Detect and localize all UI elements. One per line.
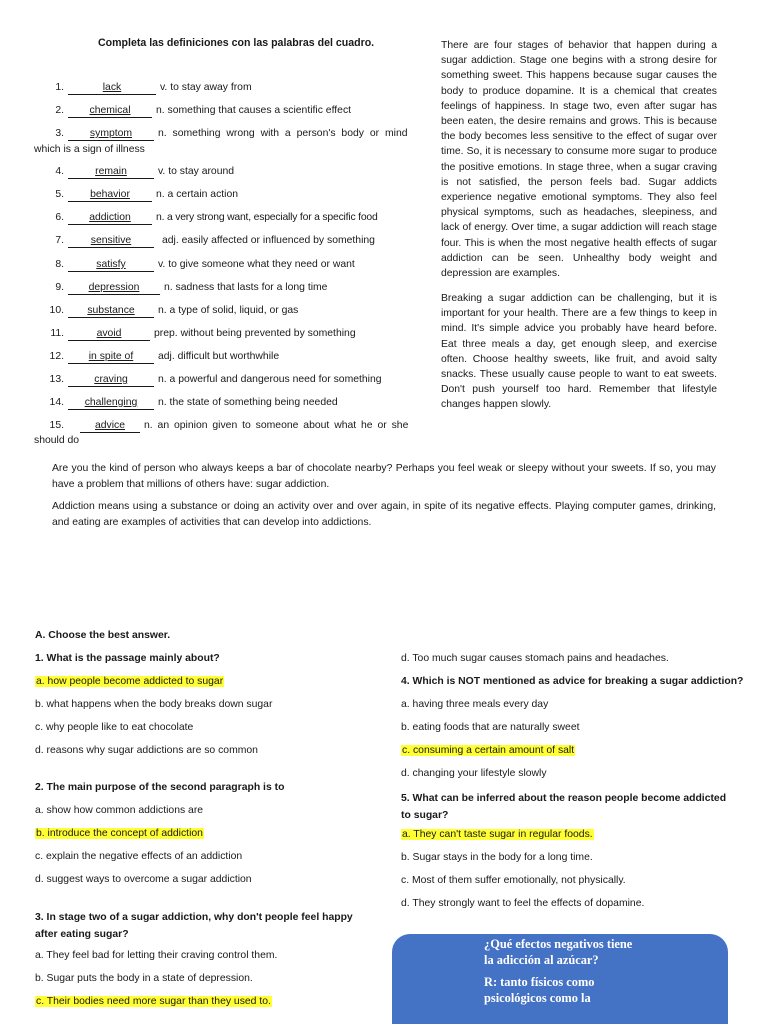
answer-blank	[68, 189, 152, 202]
intro-paragraph-addiction: Addiction means using a substance or doing an activity over and over again, in spite of its negative effects. Playing computer games, drinking, and eating are examples of activities that can develop into addictions.	[52, 501, 716, 528]
question-5-option-a[interactable]	[401, 828, 594, 842]
answer-word: lack	[102, 82, 122, 93]
vocab-number: 8.	[55, 259, 64, 270]
answer-word: depression	[88, 282, 140, 293]
question-5-option-d[interactable]: d. They strongly want to feel the effects of dopamine.	[401, 898, 645, 909]
vocab-item	[34, 80, 429, 96]
question-2-option-a[interactable]: a. show how common addictions are	[35, 805, 204, 816]
question-2-option-c[interactable]: c. explain the negative effects of an addiction	[35, 851, 243, 862]
vocab-definition: n. sadness that lasts for a long time	[164, 282, 328, 293]
vocab-definition: prep. without being prevented by something	[154, 328, 356, 339]
answer-blank	[68, 282, 160, 295]
answer-word: chemical	[89, 105, 131, 116]
vocab-item	[34, 372, 429, 388]
answer-callout-text	[484, 936, 644, 1012]
answer-word: advice	[94, 420, 126, 431]
vocab-definition: adj. difficult but worthwhile	[158, 351, 280, 362]
question-5-option-b[interactable]: b. Sugar stays in the body for a long time.	[401, 852, 593, 863]
answer-callout-box	[392, 934, 728, 1024]
question-1-option-b[interactable]: b. what happens when the body breaks down sugar	[35, 699, 273, 710]
vocab-continuation: which is a sign of illness	[34, 144, 145, 155]
answer-word: in spite of	[88, 351, 134, 362]
vocab-item	[34, 126, 429, 142]
question-4-option-b[interactable]: b. eating foods that are naturally sweet	[401, 722, 580, 733]
vocab-definition: n. a very strong want, especially for a specific food	[156, 212, 378, 223]
question-5: 5. What can be inferred about the reason people become addicted to sugar?	[401, 793, 727, 821]
vocab-definition: n. a powerful and dangerous need for something	[158, 374, 382, 385]
vocab-definition: n. something that causes a scientific effect	[156, 105, 352, 116]
vocab-number: 6.	[55, 212, 64, 223]
vocab-number: 2.	[55, 105, 64, 116]
highlighted-answer: a. how people become addicted to sugar	[36, 676, 224, 687]
question-2-option-b[interactable]	[35, 827, 204, 841]
answer-word: behavior	[90, 189, 130, 200]
vocab-definition: v. to stay around	[158, 166, 235, 177]
highlighted-answer: b. introduce the concept of addiction	[36, 828, 203, 839]
answer-word: challenging	[84, 397, 138, 408]
answer-blank	[68, 305, 154, 318]
answer-word: sensitive	[90, 235, 132, 246]
answer-blank	[68, 128, 154, 141]
callout-answer: R: tanto físicos como psicológicos como la	[484, 975, 595, 1005]
vocab-definition: n. a certain action	[156, 189, 239, 200]
vocab-definition: v. to give someone what they need or want	[158, 259, 355, 270]
callout-question: ¿Qué efectos negativos tiene la adicción al azúcar?	[484, 937, 633, 967]
vocab-definition: adj. easily affected or influenced by something	[162, 235, 375, 246]
question-5-option-c[interactable]: c. Most of them suffer emotionally, not physically.	[401, 875, 626, 886]
vocab-number: 7.	[55, 235, 64, 246]
question-3: 3. In stage two of a sugar addiction, why don't people feel happy after eating sugar?	[35, 912, 353, 940]
intro-paragraph-chocolate: Are you the kind of person who always keeps a bar of chocolate nearby? Perhaps you feel weak or sleepy without your sweets. If so, you may have a problem that millions of others have: sugar addiction.	[52, 463, 716, 490]
answer-word: satisfy	[96, 259, 126, 270]
answer-word: craving	[94, 374, 128, 385]
vocabulary-title: Completa las definiciones con las palabras del cuadro.	[98, 37, 375, 49]
answer-blank	[68, 259, 154, 272]
answer-blank	[68, 328, 150, 341]
vocab-number: 3.	[55, 128, 64, 139]
vocab-definition: v. to stay away from	[160, 82, 252, 93]
question-2: 2. The main purpose of the second paragraph is to	[35, 782, 285, 793]
question-4-option-d[interactable]: d. changing your lifestyle slowly	[401, 768, 547, 779]
question-3-option-b[interactable]: b. Sugar puts the body in a state of depression.	[35, 973, 253, 984]
answer-word: substance	[87, 305, 135, 316]
question-1-option-a[interactable]	[35, 675, 224, 689]
vocab-number: 15.	[49, 420, 64, 431]
vocab-item	[34, 164, 429, 180]
answer-word: symptom	[89, 128, 133, 139]
question-1: 1. What is the passage mainly about?	[35, 653, 220, 664]
answer-word: avoid	[96, 328, 122, 339]
question-4: 4. Which is NOT mentioned as advice for breaking a sugar addiction?	[401, 676, 744, 687]
vocab-number: 5.	[55, 189, 64, 200]
vocab-item	[34, 395, 429, 411]
answer-blank	[68, 212, 152, 225]
vocab-definition: n. the state of something being needed	[158, 397, 338, 408]
vocab-item	[34, 210, 429, 226]
vocab-item	[34, 233, 429, 249]
vocab-definition: n. a type of solid, liquid, or gas	[158, 305, 299, 316]
question-4-option-c[interactable]	[401, 744, 575, 758]
question-4-option-a[interactable]: a. having three meals every day	[401, 699, 549, 710]
vocab-item	[34, 326, 429, 342]
reading-paragraph-breaking: Breaking a sugar addiction can be challenging, but it is important for your health. There are a few things to keep in mind. It's simple advice you probably have heard before. Eat three meals a day, get enough sleep, and exercise often. Choose healthy sweets, like fruit, and avoid salty snacks. These usually cause people to want to eat sweets. Don't push yourself too hard. Remember that lifestyle changes happen slowly.	[441, 293, 717, 411]
answer-blank	[80, 420, 140, 433]
vocab-item	[34, 280, 429, 296]
answer-blank	[68, 351, 154, 364]
question-3-option-d[interactable]: d. Too much sugar causes stomach pains and headaches.	[401, 653, 669, 664]
vocab-item	[34, 303, 429, 319]
vocab-number: 10.	[49, 305, 64, 316]
vocab-number: 11.	[50, 328, 64, 339]
vocab-item	[34, 349, 429, 365]
answer-blank	[68, 82, 156, 95]
highlighted-answer: c. consuming a certain amount of salt	[402, 745, 575, 756]
question-1-option-c[interactable]: c. why people like to eat chocolate	[35, 722, 194, 733]
vocab-item	[34, 187, 429, 203]
answer-blank	[68, 166, 154, 179]
question-2-option-d[interactable]: d. suggest ways to overcome a sugar addiction	[35, 874, 252, 885]
quiz-section-title: A. Choose the best answer.	[35, 630, 171, 641]
answer-blank	[68, 374, 154, 387]
vocab-continuation: should do	[34, 435, 80, 446]
answer-blank	[68, 105, 152, 118]
question-3-option-a[interactable]: a. They feel bad for letting their craving control them.	[35, 950, 278, 961]
answer-word: addiction	[89, 212, 131, 223]
vocab-number: 9.	[55, 282, 64, 293]
vocab-definition: n. something wrong with a person's body or mind	[158, 128, 408, 139]
vocab-number: 1.	[55, 82, 64, 93]
vocab-number: 14.	[49, 397, 64, 408]
vocab-item	[34, 103, 429, 119]
answer-word: remain	[95, 166, 127, 177]
reading-paragraph-stages: There are four stages of behavior that happen during a sugar addiction. Stage one begins with a strong desire for something sweet. This happens because sugar causes the body to produce dopamine. It is a chemical that creates feelings of happiness. In stage two, even after sugar has been eaten, the desire remains and grows. This is because the body becomes less sensitive to the effect of sugar over time. So, it is necessary to consume more sugar to produce the positive emotions. In stage three, when a sugar craving is not satisfied, the person feels bad. Sugar addicts experience negative emotional symptoms. They also feel physical symptoms, such as headaches, sleepiness, and lack of energy. Over time, a sugar addiction will reach stage four. This is when the most negative health effects of sugar addiction can be seen. Unhealthy body weight and depression are examples.	[441, 40, 717, 280]
question-3-option-c[interactable]	[35, 995, 272, 1009]
vocab-number: 4.	[55, 166, 64, 177]
answer-blank	[68, 397, 154, 410]
vocab-number: 12.	[49, 351, 64, 362]
question-1-option-d[interactable]: d. reasons why sugar addictions are so common	[35, 745, 258, 756]
vocab-item	[34, 418, 429, 434]
answer-blank	[68, 235, 154, 248]
vocab-item	[34, 257, 429, 273]
vocab-number: 13.	[49, 374, 64, 385]
highlighted-answer: c. Their bodies need more sugar than they used to.	[36, 996, 271, 1007]
highlighted-answer: a. They can't taste sugar in regular foods.	[402, 829, 593, 840]
vocab-definition: n. an opinion given to someone about what he or she	[144, 420, 409, 431]
